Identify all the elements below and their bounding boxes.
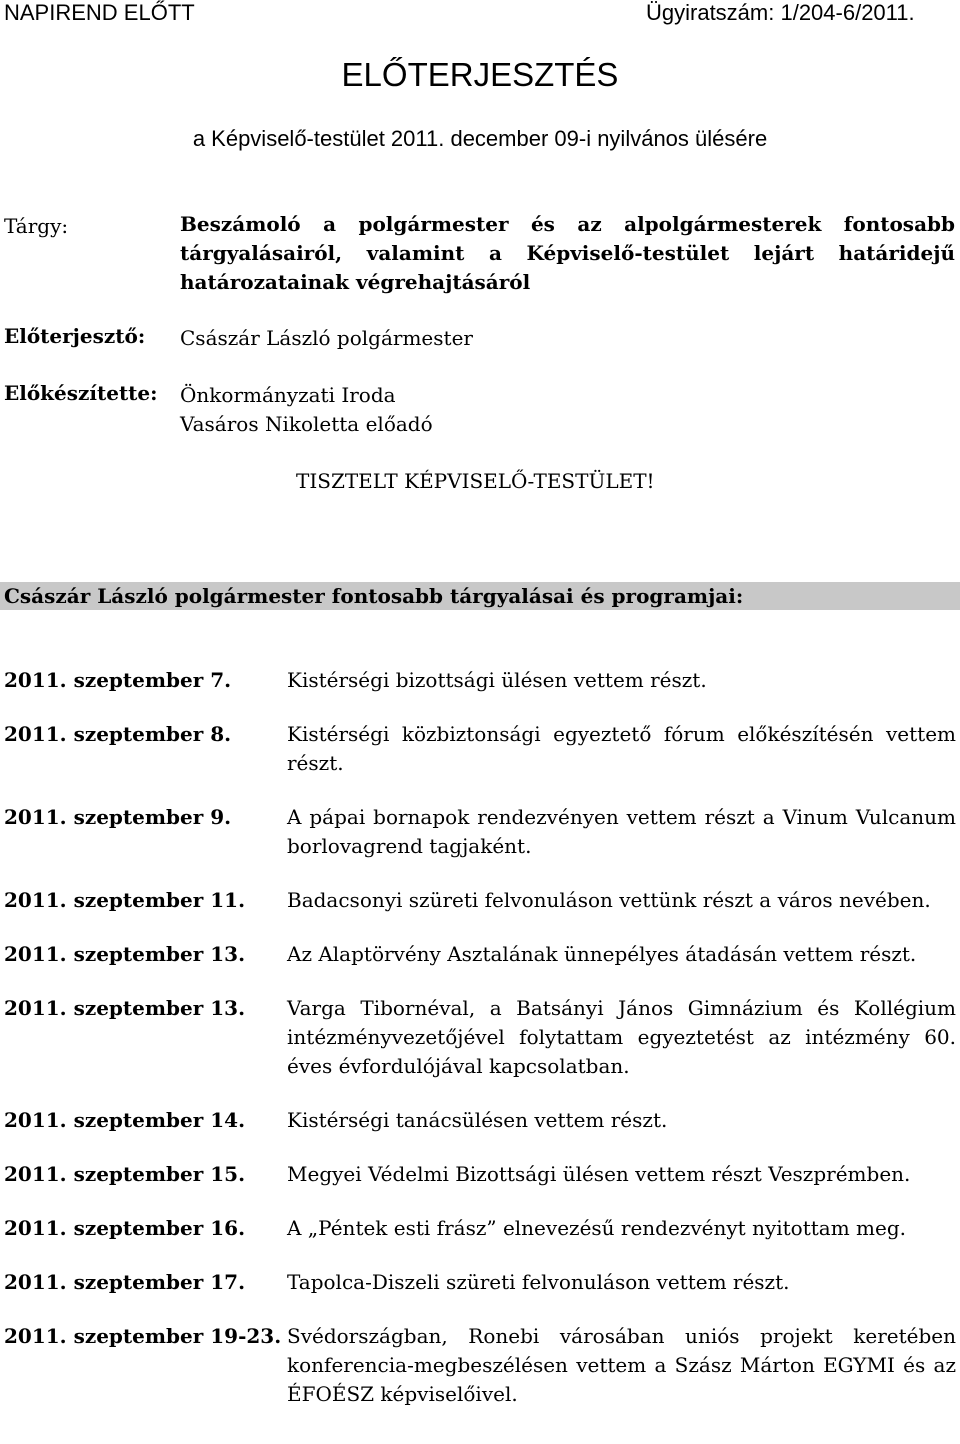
event-date: 2011. szeptember 15. (4, 1162, 246, 1186)
event-text: Kistérségi közbiztonsági egyeztető fórum előkészítésén vettem részt. (287, 722, 956, 775)
event-text: Svédországban, Ronebi városában uniós projekt keretében konferencia-megbeszélésen vettem a Szász Márton EGYMI és az ÉFOÉSZ képviselőivel. (287, 1324, 956, 1406)
agenda-marker: NAPIREND ELŐTT (4, 0, 195, 25)
event-date: 2011. szeptember 11. (4, 888, 246, 912)
event-date: 2011. szeptember 8. (4, 722, 232, 746)
presenter-label: Előterjesztő: (4, 324, 146, 348)
list-item (4, 803, 956, 861)
event-text: Kistérségi tanácsülésen vettem részt. (287, 1108, 668, 1132)
event-text: Kistérségi bizottsági ülésen vettem részt. (287, 668, 707, 692)
event-date: 2011. szeptember 9. (4, 805, 232, 829)
prepared-line-2: Vasáros Nikoletta előadó (180, 412, 433, 436)
event-text: Badacsonyi szüreti felvonuláson vettünk részt a város nevében. (287, 888, 931, 912)
event-text: A pápai bornapok rendezvényen vettem részt a Vinum Vulcanum borlovagrend tagjaként. (287, 805, 956, 858)
event-date: 2011. szeptember 17. (4, 1270, 246, 1294)
document-subtitle: a Képviselő-testület 2011. december 09-i nyilvános ülésére (192, 126, 768, 151)
list-item (4, 886, 956, 915)
prepared-label: Előkészítette: (4, 381, 158, 405)
prepared-line-1: Önkormányzati Iroda (180, 383, 396, 407)
list-item (4, 720, 956, 778)
list-item (4, 666, 956, 695)
event-text: Varga Tibornéval, a Batsányi János Gimnázium és Kollégium intézményvezetőjével folytattam egyeztetést az intézmény 60. éves évfordulójával kapcsolatban. (287, 996, 956, 1078)
event-text: Az Alaptörvény Asztalának ünnepélyes átadásán vettem részt. (287, 942, 917, 966)
list-item (4, 1214, 956, 1243)
list-item (4, 994, 956, 1081)
list-item (4, 940, 956, 969)
event-date: 2011. szeptember 7. (4, 668, 232, 692)
list-item (4, 1268, 956, 1297)
events-list (4, 666, 956, 1434)
presenter-value: Császár László polgármester (180, 326, 473, 350)
event-date: 2011. szeptember 14. (4, 1108, 246, 1132)
event-text: Megyei Védelmi Bizottsági ülésen vettem részt Veszprémben. (287, 1162, 911, 1186)
list-item (4, 1160, 956, 1189)
event-date: 2011. szeptember 13. (4, 996, 246, 1020)
list-item (4, 1322, 956, 1409)
greeting: TISZTELT KÉPVISELŐ-TESTÜLET! (296, 469, 655, 493)
subject-text: Beszámoló a polgármester és az alpolgármesterek fontosabb tárgyalásairól, valamint a Képviselő-testület lejárt határidejű határozatainak végrehajtásáról (180, 212, 955, 294)
event-date: 2011. szeptember 19-23. (4, 1324, 282, 1348)
file-number: Ügyiratszám: 1/204-6/2011. (646, 0, 915, 25)
event-date: 2011. szeptember 13. (4, 942, 246, 966)
event-text: Tapolca-Diszeli szüreti felvonuláson vettem részt. (287, 1270, 790, 1294)
event-text: A „Péntek esti frász” elnevezésű rendezvényt nyitottam meg. (287, 1216, 907, 1240)
subject-label: Tárgy: (4, 214, 69, 238)
list-item (4, 1106, 956, 1135)
event-date: 2011. szeptember 16. (4, 1216, 246, 1240)
section-title: Császár László polgármester fontosabb tárgyalásai és programjai: (0, 582, 960, 610)
document-title: ELŐTERJESZTÉS (341, 56, 619, 93)
